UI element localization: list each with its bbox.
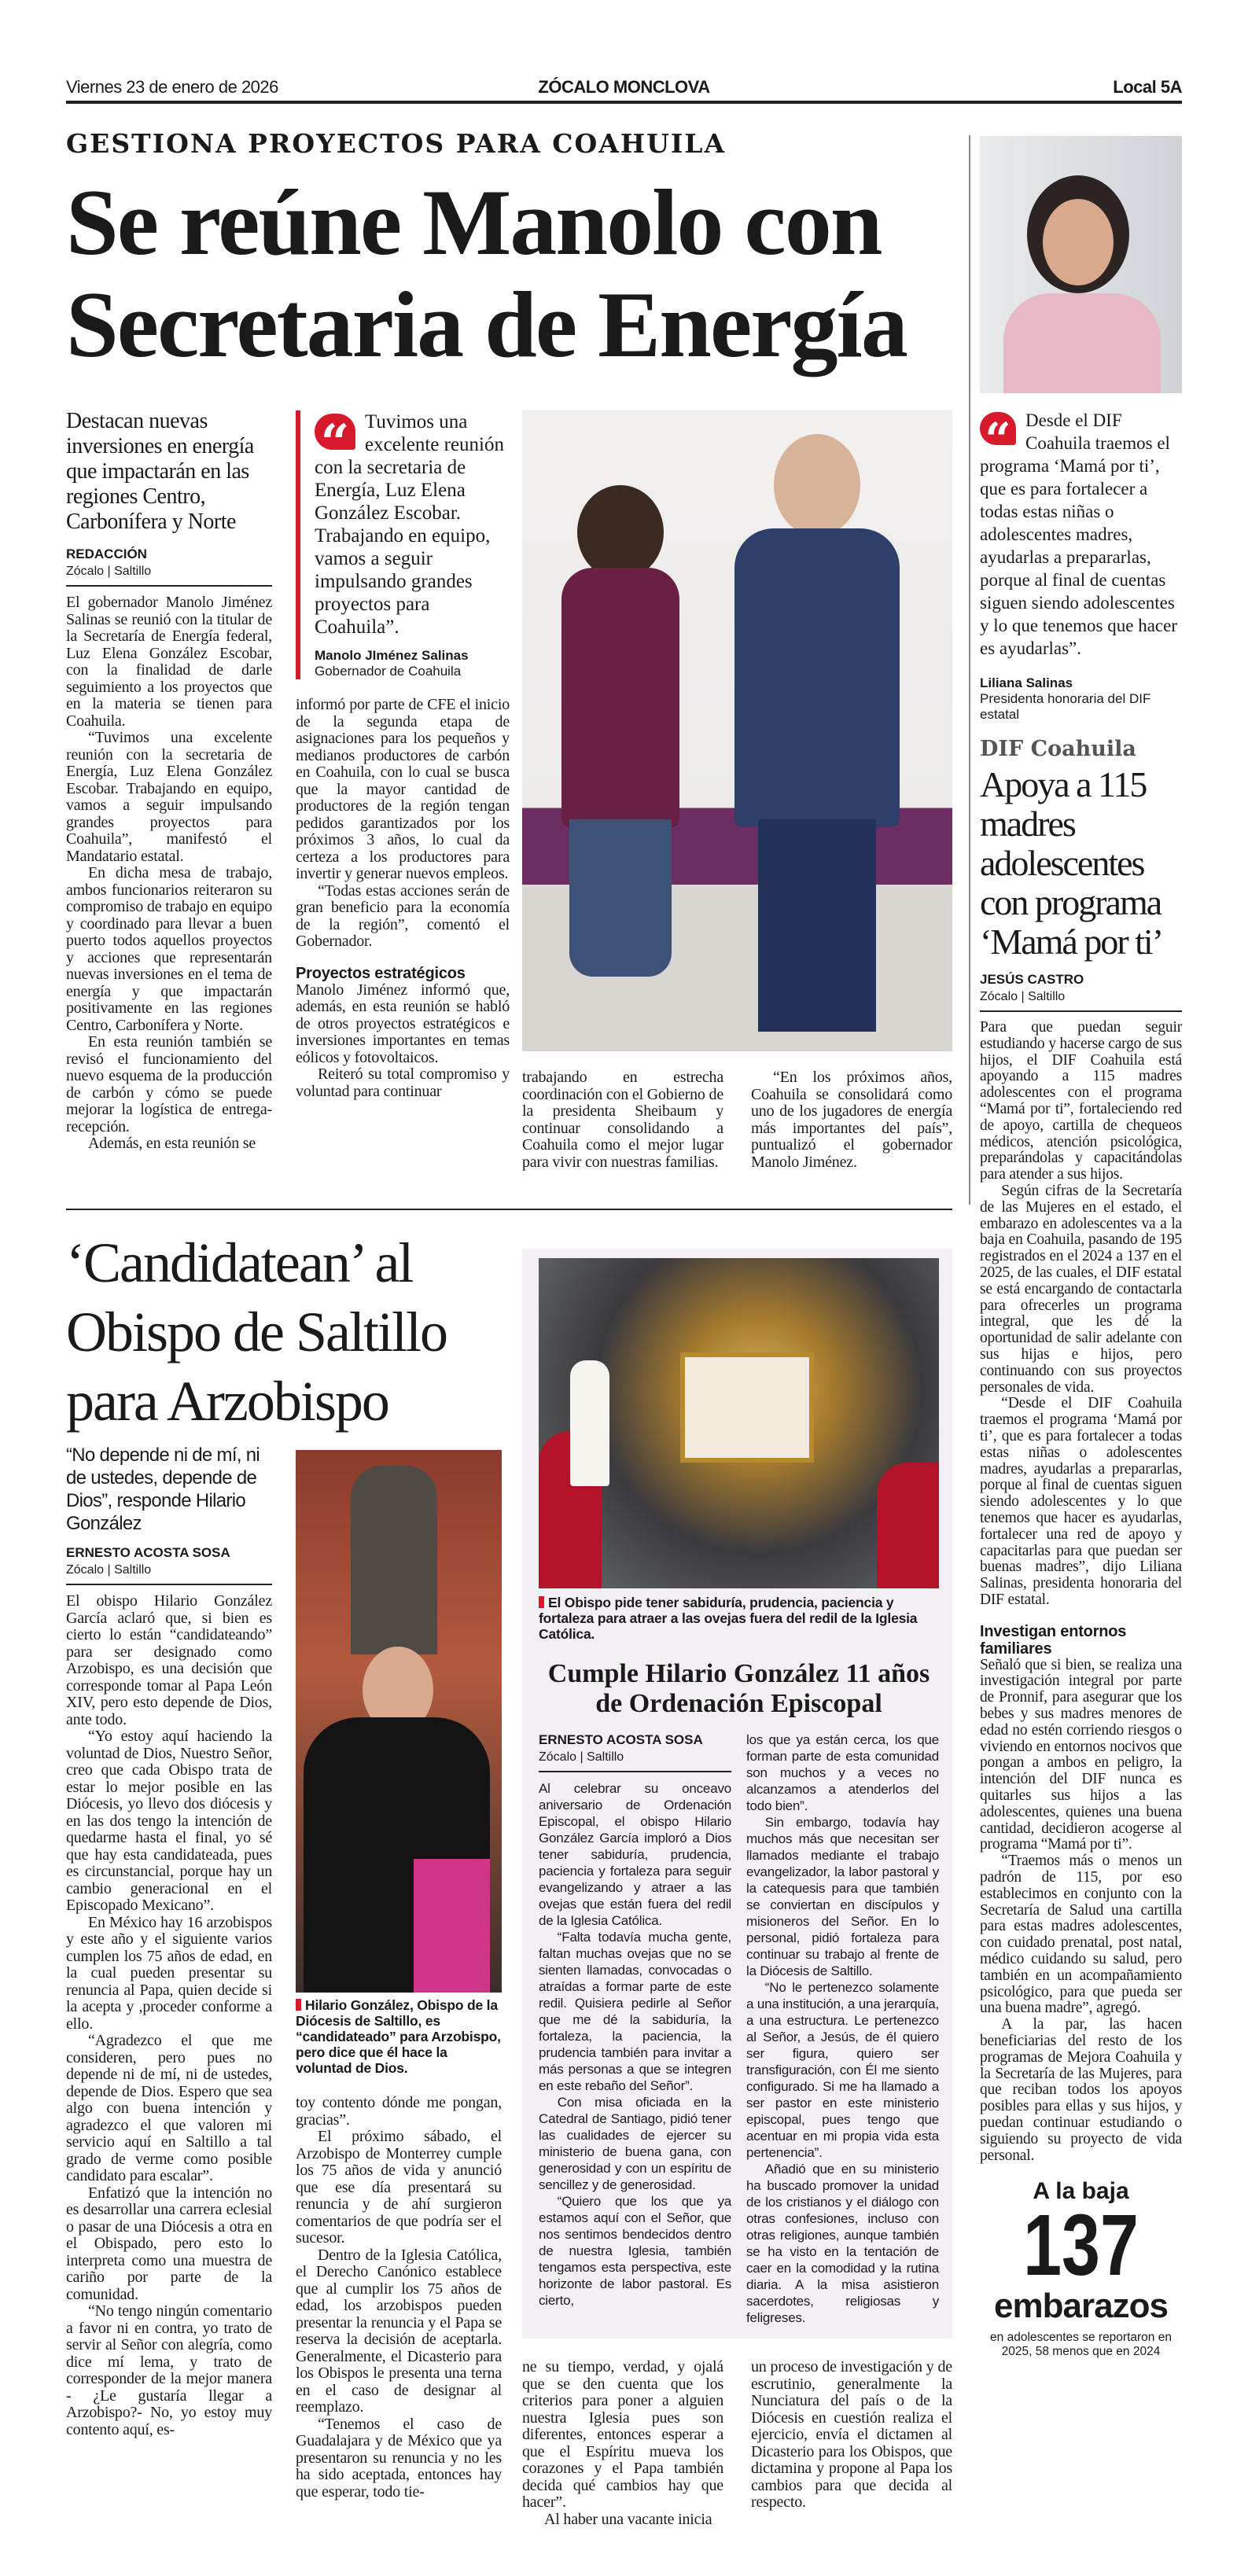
paragraph: los que ya están cerca, los que forman parte de esta comunidad son muchos y a veces no alcanzamos a atenderlos del todo bien”. bbox=[746, 1732, 939, 1813]
paragraph: Añadió que en su ministerio ha buscado promover la unidad de los cristianos y el diálogo con otras confesiones, incluso con otras religiones, aunque también se ha visto en la tentación de caer en la comodidad y la rutina diaria. A la misa asistieron sacerdotes, religiosas y feligreses. bbox=[746, 2162, 939, 2325]
paragraph: “En los próximos años, Coahuila se consolidará como uno de los jugadores de energía más importantes del país”, puntualizó el gobernador Manolo Jiménez. bbox=[751, 1069, 952, 1171]
paragraph: ne su tiempo, verdad, y ojalá que se den cuenta que los criterios para poner a alguien nuestra Iglesia pues son diferentes, entonces esperar a que el Espíritu mueva los corazones y el Papa también decida qué cambios hay que hacer”. bbox=[522, 2358, 723, 2511]
dif-byline bbox=[980, 971, 1182, 1012]
paragraph: “Agradezco el que me consideren, pero pues no depende ni de mí, ni de ustedes, depende de Dios. Espero que sea algo con buena intención y agradezco el que valoren mi servicio aquí en Saltillo a tal grado de verme como posible candidato para escalar”. bbox=[66, 2032, 272, 2184]
paragraph: Dentro de la Iglesia Católica, el Derecho Canónico establece que al cumplir los 75 años de edad, los arzobispos pueden presentar la renuncia y el Papa se reserva la decisión de aceptarla. Generalmente, el Dicasterio para los Obispos le presenta una terna en el caso de designar al reemplazo. bbox=[296, 2246, 502, 2416]
paragraph: “Quiero que los que ya estamos aquí con el Señor, que nos sentimos bendecidos dentro de nuestra Iglesia, también tengamos esta perspectiva, este horizonte de labor pastoral. Es cierto, bbox=[539, 2194, 731, 2308]
energy-bottom-columns bbox=[522, 1069, 952, 1171]
stat-box bbox=[980, 2178, 1182, 2359]
energy-column-1 bbox=[66, 594, 272, 1153]
ordination-column-1 bbox=[539, 1780, 731, 2309]
energy-headline: Se reúne Manolo con Secretaria de Energía bbox=[66, 170, 907, 377]
paragraph: “Traemos más o menos un padrón de 115, por eso establecimos en conjunto con la Secretaría de Salud una cartilla para estas madres adolescentes, con cuidado prenatal, post natal, médico cuidando su salud, pero también en un acompañamiento psicológico, para que pueda ser una buena madre”, agregó. bbox=[980, 1853, 1182, 2017]
quote-mark-icon: “ bbox=[315, 414, 355, 450]
paragraph: Manolo Jiménez informó que, además, en esta reunión se habló de otros proyectos estratégicos e inversiones importantes en temas eólicos y fotovoltaicos. bbox=[296, 981, 510, 1066]
ordination-column bbox=[522, 1249, 952, 2528]
quote-author: Manolo JIménez Salinas bbox=[315, 648, 469, 663]
altar-nativity-photo bbox=[539, 1258, 939, 1588]
paragraph: En México hay 16 arzobispos y este año y el siguiente varios cumplen los 75 años de edad, en la cual pueden presentar su renuncia al Papa, quien decide si la acepta y ,proceder conforme a ello. bbox=[66, 1913, 272, 2033]
energy-column-3 bbox=[522, 1069, 723, 1171]
paragraph: Con misa oficiada en la Catedral de Santiago, pidió tener las cualidades de ejercer su ministerio de buena gana, con generosidad y con un espíritu de sencillez y de generosidad. bbox=[539, 2095, 731, 2192]
paragraph: “Tuvimos una excelente reunión con la secretaria de Energía, Luz Elena González Escobar. Trabajando en equipo, vamos a seguir impulsando grandes proyectos para Coahuila”, manifestó el Mandatario estatal. bbox=[66, 729, 272, 865]
ordination-headline: Cumple Hilario González 11 años de Ordenación Episcopal bbox=[547, 1659, 930, 1718]
paragraph: “Tenemos el caso de Guadalajara y de México que ya presentaron su renuncia y no les ha sido aceptada, entonces hay que esperar, todo tie- bbox=[296, 2415, 502, 2501]
paragraph: El gobernador Manolo Jiménez Salinas se reunió con la titular de la Secretaría de Energía federal, Luz Elena González Escobar, con la finalidad de darle seguimiento a los proyectos que en la materia se tienen para Coahuila. bbox=[66, 594, 272, 730]
quote-attribution bbox=[315, 648, 510, 679]
bishop-column-4 bbox=[751, 2359, 952, 2512]
paragraph: Al haber una vacante inicia bbox=[544, 2510, 712, 2528]
stat-unit: embarazos bbox=[994, 2287, 1168, 2326]
ordination-byline bbox=[539, 1731, 731, 1772]
energy-column-4 bbox=[751, 1069, 952, 1171]
paragraph: toy contento dónde me pongan, gracias”. bbox=[296, 2094, 502, 2129]
energy-subhead: Destacan nuevas inversiones en energía que impactarán en las regiones Centro, Carbonífera y Norte bbox=[66, 409, 254, 534]
stat-note: en adolescentes se reportaron en 2025, 58 menos que en 2024 bbox=[990, 2331, 1172, 2359]
quote-mark-icon: “ bbox=[980, 412, 1016, 445]
section-subheading: Proyectos estratégicos bbox=[296, 964, 466, 982]
byline-place: Zócalo | Saltillo bbox=[980, 990, 1066, 1003]
byline-place: Zócalo | Saltillo bbox=[66, 1563, 152, 1577]
byline-author: ERNESTO ACOSTA SOSA bbox=[539, 1732, 703, 1747]
quote-text: Tuvimos una excelente reunión con la secretaria de Energía, Luz Elena González Escobar. Trabajando en equipo, vamos a seguir impulsando grandes proyectos para Coahuila”. bbox=[315, 411, 504, 638]
ordination-left bbox=[539, 1731, 731, 2309]
paragraph: “Falta todavía mucha gente, faltan muchas ovejas que no se sienten llamadas, convocadas o atraídas a formar parte de este redil. Quisiera pedirle al Señor que me dé la sabiduría, la fortaleza, la paciencia, la prudencia también para invitar a más personas a que se integren en este rebaño del Señor”. bbox=[539, 1930, 731, 2093]
bishop-portrait-photo bbox=[296, 1450, 502, 1993]
paragraph: Enfatizó que la intención no es desarrollar una carrera eclesial o pasar de una Diócesis a otra en el Obispado, pero esto lo interpreta como una muestra de cariño por parte de la comunidad. bbox=[66, 2184, 272, 2303]
quote-role: Gobernador de Coahuila bbox=[315, 664, 462, 679]
ordination-box bbox=[522, 1249, 952, 2339]
stat-value: 137 bbox=[1023, 2197, 1139, 2294]
bishop-subhead: “No depende ni de mí, ni de ustedes, depende de Dios”, responde Hilario González bbox=[66, 1444, 260, 1534]
issue-date: Viernes 23 de enero de 2026 bbox=[66, 77, 278, 97]
quote-attribution bbox=[980, 675, 1182, 723]
energy-column-2 bbox=[296, 697, 510, 1100]
paragraph: Sin embargo, todavía hay muchos más que necesitan ser llamados mediante el trabajo evangelizador, la labor pastoral y la catequesis para que también se conviertan en discípulos y misioneros del Señor. En lo personal, pidió fortaleza para continuar su trabajo al frente de la Diócesis de Saltillo. bbox=[746, 1815, 939, 1978]
bishop-photo-caption: Hilario González, Obispo de la Diócesis de Saltillo, es “candidateado” para Arzobispo, pero dice que él hace la voluntad de Dios. bbox=[296, 1997, 501, 2076]
paragraph: “No tengo ningún comentario a favor ni en contra, yo trato de servir al Señor con alegría, como dice mí lema, y trato de corresponder de la mejor manera - ¿Le gustaría llegar a Arzobispo?- No, yo estoy muy contento aquí, es- bbox=[66, 2302, 272, 2438]
bishop-column-3 bbox=[522, 2359, 723, 2528]
dif-kicker: DIF Coahuila bbox=[980, 737, 1136, 761]
newspaper-name: ZÓCALO MONCLOVA bbox=[538, 77, 710, 97]
paragraph: informó por parte de CFE el inicio de la segunda etapa de asignaciones para los pequeños y medianos productores de carbón en Coahuila, con lo cual se busca que la mayor cantidad de productores de la región tengan pedidos garantizados por los próximos 3 años, lo cual da certeza a los productores para invertir y generar nuevos empleos. bbox=[296, 696, 510, 882]
paragraph: “Todas estas acciones serán de gran beneficio para la economía de la región”, comentó el Gobernador. bbox=[296, 881, 510, 950]
bishop-byline bbox=[66, 1544, 272, 1585]
bishop-bottom-columns bbox=[522, 2359, 952, 2528]
paragraph: Según cifras de la Secretaría de las Mujeres en el estado, el embarazo en adolescentes va a la baja en Coahuila, pasando de 195 registrados en el 2024 a 137 en el 2025, de las cuales, el DIF estatal se está encargando de contactarla para ofrecerles un programa integral, que les dé la oportunidad de salir adelante con sus hijas e hijos, pero continuando con sus proyectos personales de vida. bbox=[980, 1182, 1182, 1396]
paragraph: un proceso de investigación y de escrutinio, generalmente la Nunciatura del país o de la Diócesis en cuestión realiza el ejercicio, envía el dictamen al Dicasterio para los Obispos, que dictamina y propone al Papa los cambios para que decida al respecto. bbox=[751, 2358, 952, 2511]
byline-place: Zócalo | Saltillo bbox=[66, 565, 152, 578]
paragraph: El obispo Hilario González García aclaró que, si bien es cierto lo están “candidateando” para ser designado como Arzobispo, es una decisión que corresponde tomar al Papa León XIV, pero esto depende de Dios, ante todo. bbox=[66, 1592, 272, 1728]
byline-place: Zócalo | Saltillo bbox=[539, 1750, 624, 1764]
dif-pull-quote bbox=[980, 409, 1182, 723]
dif-column bbox=[980, 136, 1182, 2359]
dif-headline: Apoya a 115 madres adolescentes con programa ‘Mamá por ti’ bbox=[980, 764, 1163, 962]
altar-photo-caption: El Obispo pide tener sabiduría, prudencia, paciencia y fortaleza para atraer a las ovejas fuera del redil de la Iglesia Católica. bbox=[539, 1595, 939, 1642]
paragraph: Para que puedan seguir estudiando y hacerse cargo de sus hijos, el DIF Coahuila está apoyando a 115 madres adolescentes con el programa “Mamá por ti”, fortaleciendo red de apoyo, cartilla de chequeos médicos, atención psicológica, preparándolas y capacitándolas para atender a sus hijos. bbox=[980, 1019, 1182, 1183]
quote-role: Presidenta honoraria del DIF estatal bbox=[980, 691, 1151, 722]
section-page: Local 5A bbox=[1113, 77, 1182, 97]
energy-middle-column bbox=[296, 410, 510, 1100]
paragraph: El próximo sábado, el Arzobispo de Monterrey cumple los 75 años de vida y anunció que ese día presentará su renuncia y de ahí surgieron comentarios de que podría ser el sucesor. bbox=[296, 2128, 502, 2247]
paragraph: En esta reunión también se revisó el funcionamiento del nuevo esquema de la producción de carbón y cómo se puede mejorar la logística de entrega-recepción. bbox=[66, 1033, 272, 1135]
byline-author: JESÚS CASTRO bbox=[980, 972, 1084, 987]
paragraph: “No le pertenezco solamente a una institución, a una jerarquía, a una estructura. Le pertenezco al Señor, a Jesús, de él quiero ser figura, quiero ser transfiguración, con Él me siento configurado. Si me ha llamado a ser pastor en este ministerio episcopal, pues tengo que acentuar en mi propia vida esta pertenencia”. bbox=[746, 1980, 939, 2160]
bishop-column-1 bbox=[66, 1593, 272, 2438]
paragraph: “Yo estoy aquí haciendo la voluntad de Dios, Nuestro Señor, creo que cada Obispo trata de estar lo mejor posible en las Diócesis, yo llevo dos diócesis y en las dos tengo la intención de quedarme hasta el final, yo sé que hay esta candidateada, pues es circunstancial, porque hay un cambio generacional en el Episcopado Mexicano”. bbox=[66, 1728, 272, 1914]
paragraph: trabajando en estrecha coordinación con el Gobierno de la presidenta Sheibaum y continuar consolidando a Coahuila como el mejor lugar para vivir con nuestras familias. bbox=[522, 1069, 723, 1171]
dif-body bbox=[980, 1020, 1182, 2164]
bishop-second-column bbox=[296, 1450, 502, 2501]
ordination-columns bbox=[539, 1731, 939, 2326]
column-divider bbox=[969, 135, 970, 1205]
paragraph: A la par, las hacen beneficiarias del resto de los programas de Mejora Coahuila y la Secretaría de las Mujeres, para que reciban todos los apoyos posibles para ellas y sus hijos, y puedan continuar estudiando o siguiendo su proyecto de vida personal. bbox=[980, 2016, 1182, 2164]
energy-byline bbox=[66, 546, 272, 587]
section-subheading: Investigan entornos familiares bbox=[980, 1622, 1127, 1658]
bishop-headline: ‘Candidatean’ al Obispo de Saltillo para Arzobispo bbox=[66, 1231, 447, 1433]
section-rule bbox=[66, 1209, 952, 1210]
paragraph: Además, en esta reunión se bbox=[88, 1135, 256, 1152]
stat-label: A la baja bbox=[1033, 2178, 1129, 2205]
byline-author: REDACCIÓN bbox=[66, 546, 147, 561]
header-rule bbox=[66, 101, 1182, 104]
energy-kicker: GESTIONA PROYECTOS PARA COAHUILA bbox=[66, 128, 727, 159]
quote-text: Desde el DIF Coahuila traemos el programa ‘Mamá por ti’, que es para fortalecer a todas estas niñas o adolescentes madres, ayudarlas a prepararlas, porque al final de cuentas siguen siendo adolescentes y lo que tenemos que hacer es ayudarlas”. bbox=[980, 410, 1177, 658]
paragraph: Señaló que si bien, se realiza una investigación integral por parte de Pronnif, para asegurar que los bebes y sus madres menores de edad no estén corriendo riesgos o viviendo en entornos nocivos que pongan a ambos en peligro, la intención del DIF nunca es quitarles sus hijos a las adolescentes, quienes una buena cantidad, decidieron acogerse al programa “Mamá por ti”. bbox=[980, 1656, 1182, 1853]
ordination-column-2 bbox=[746, 1731, 939, 2326]
quote-author: Liliana Salinas bbox=[980, 675, 1073, 690]
energy-pull-quote bbox=[296, 410, 510, 679]
paragraph: Al celebrar su onceavo aniversario de Ordenación Episcopal, el obispo Hilario González García imploró a Dios tener sabiduría, prudencia, paciencia y fortaleza para seguir evangelizando y atraer a las ovejas que están fuera del redil de la Iglesia Católica. bbox=[539, 1781, 731, 1928]
byline-author: ERNESTO ACOSTA SOSA bbox=[66, 1545, 230, 1560]
energy-left-column bbox=[66, 409, 272, 1153]
bishop-column-2 bbox=[296, 2095, 502, 2501]
paragraph: “Desde el DIF Coahuila traemos el programa ‘Mamá por ti’, que es para fortalecer a todas estas niñas o adolescentes madres, ayudarlas a prepararlas, porque al final de cuentas siguen siendo adolescentes y lo que tenemos que hacer es ayudarlas, fortalecer una red de apoyo y capacitarlas para que puedan ser buenas madres”, dijo Liliana Salinas, presidenta honoraria del DIF estatal. bbox=[980, 1395, 1182, 1608]
paragraph: En dicha mesa de trabajo, ambos funcionarios reiteraron su compromiso de trabajo en equipo y coordinado para llevar a buen puerto todos aquellos proyectos y acciones que representarán nuevas inversiones en el tema de energía y que impactarán positivamente en las regiones Centro, Carbonífera y Norte. bbox=[66, 864, 272, 1034]
liliana-salinas-photo bbox=[980, 136, 1182, 393]
governor-secretary-photo bbox=[522, 410, 952, 1051]
paragraph: Reiteró su total compromiso y voluntad para continuar bbox=[296, 1065, 510, 1100]
